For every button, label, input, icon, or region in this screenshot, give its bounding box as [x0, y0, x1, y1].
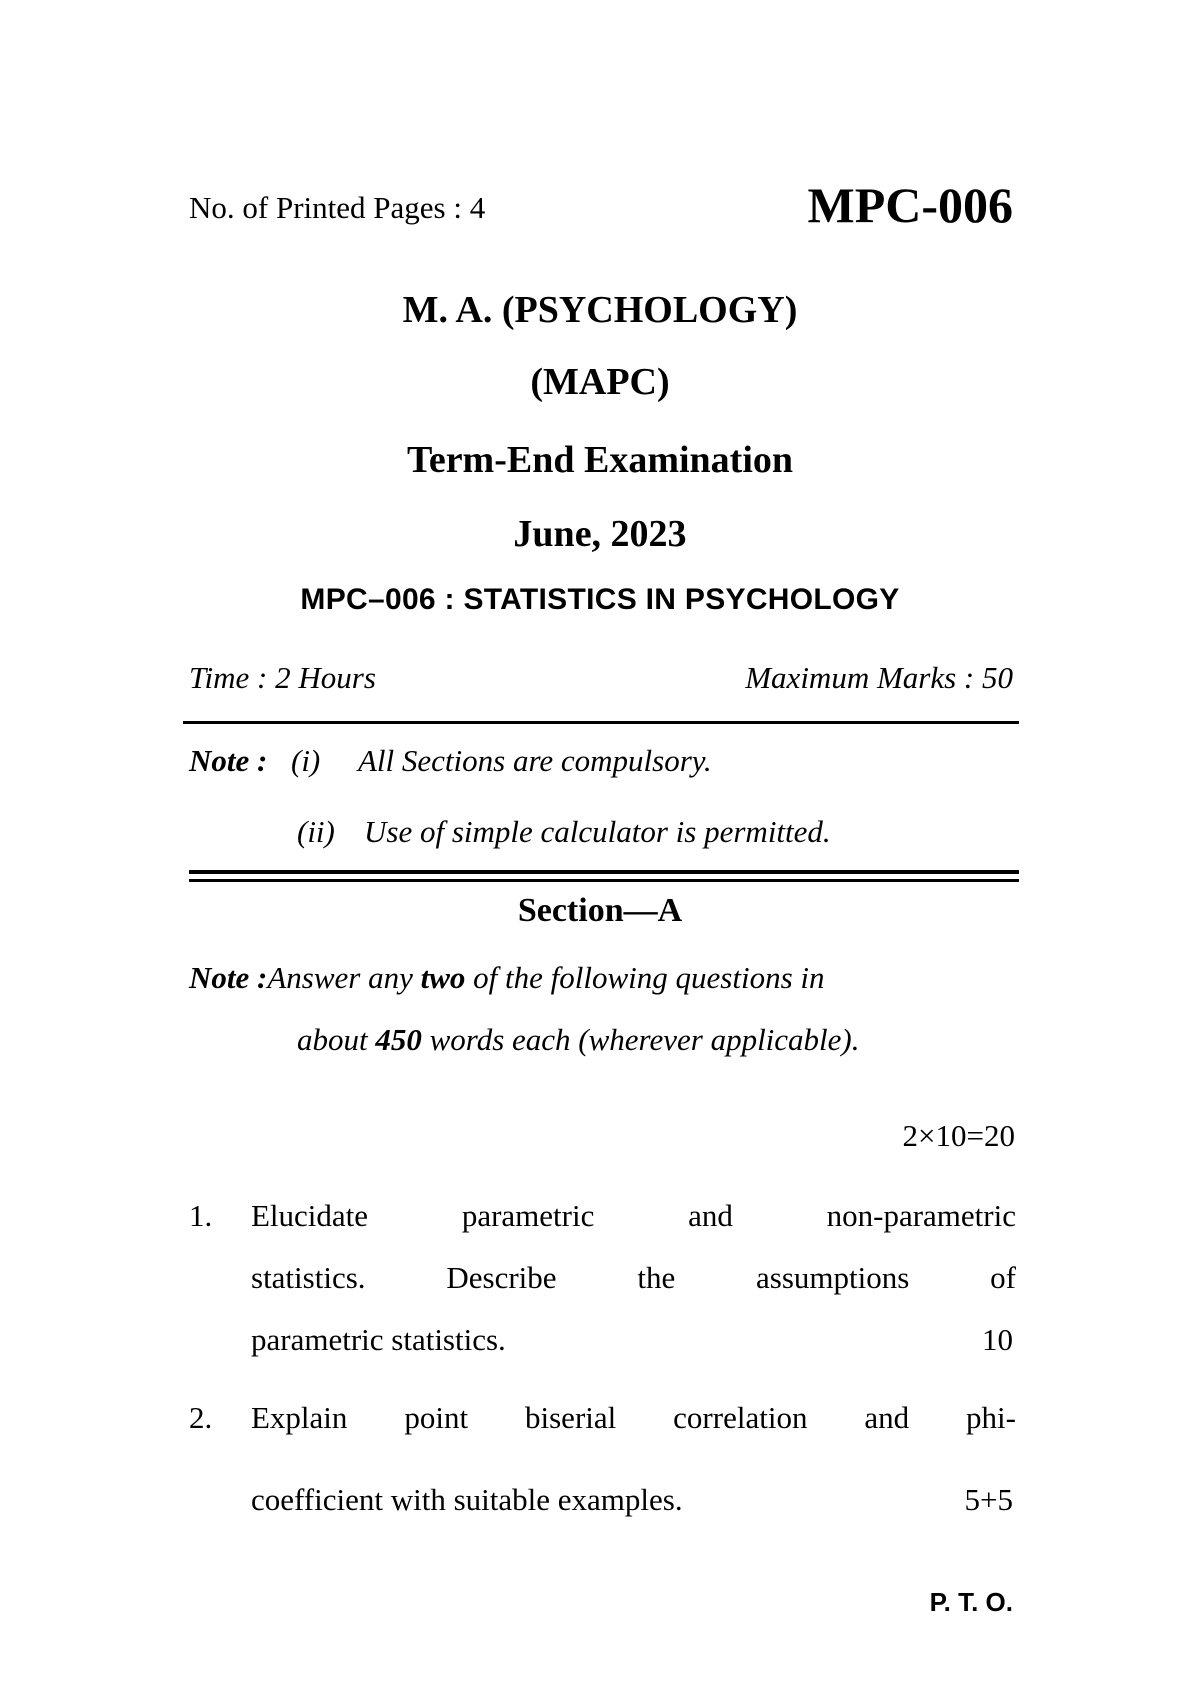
please-turn-over: P. T. O. — [929, 1587, 1013, 1617]
section-marks: 2×10=20 — [902, 1118, 1015, 1153]
section-note-emphasis: 450 — [375, 1022, 422, 1057]
double-divider-rule-bottom — [189, 879, 1019, 882]
divider-rule — [183, 721, 1019, 724]
double-divider-rule-top — [189, 870, 1019, 874]
section-note-text: Answer any — [267, 960, 421, 995]
time-allowed: Time : 2 Hours — [189, 660, 376, 695]
question-2 — [189, 1400, 1019, 1530]
note-item-number: (ii) — [297, 814, 335, 849]
question-marks: 10 — [982, 1322, 1013, 1357]
general-note — [189, 743, 712, 779]
note-item-number: (i) — [291, 743, 321, 778]
section-note — [189, 960, 1019, 996]
question-number: 1. — [189, 1198, 213, 1233]
section-title: Section—A — [517, 892, 683, 929]
question-text-line: statistics. Describe the assumptions of — [251, 1260, 1016, 1295]
exam-session: June, 2023 — [513, 513, 687, 555]
section-note-text: words each (wherever applicable). — [421, 1022, 860, 1057]
question-marks: 5+5 — [964, 1482, 1013, 1517]
section-note-label: Note : — [189, 960, 268, 995]
note-item-text: All Sections are compulsory. — [358, 743, 712, 778]
programme-title: M. A. (PSYCHOLOGY) — [402, 289, 798, 331]
exam-type: Term-End Examination — [406, 439, 794, 481]
paper-code: MPC-006 — [807, 177, 1013, 233]
section-note-text: about — [297, 1022, 376, 1057]
question-text-line: Explain point biserial correlation and phi- — [251, 1400, 1016, 1435]
section-note-emphasis: two — [420, 960, 466, 995]
question-text-line: Elucidate parametric and non-parametric — [251, 1198, 1016, 1233]
section-note-text: of the following questions in — [465, 960, 825, 995]
question-text-line: parametric statistics. — [251, 1322, 506, 1357]
question-1 — [189, 1198, 1019, 1388]
question-number: 2. — [189, 1400, 213, 1435]
question-text-line: coefficient with suitable examples. — [251, 1482, 683, 1517]
note-item-1 — [291, 743, 712, 779]
course-title: MPC–006 : STATISTICS IN PSYCHOLOGY — [300, 583, 900, 616]
programme-code: (MAPC) — [530, 361, 670, 403]
note-item-text: Use of simple calculator is permitted. — [364, 814, 831, 849]
maximum-marks: Maximum Marks : 50 — [745, 660, 1013, 695]
note-label: Note : — [189, 743, 268, 778]
note-item-2 — [297, 814, 831, 850]
printed-pages-count: No. of Printed Pages : 4 — [189, 190, 486, 225]
section-note-continuation — [297, 1022, 860, 1058]
